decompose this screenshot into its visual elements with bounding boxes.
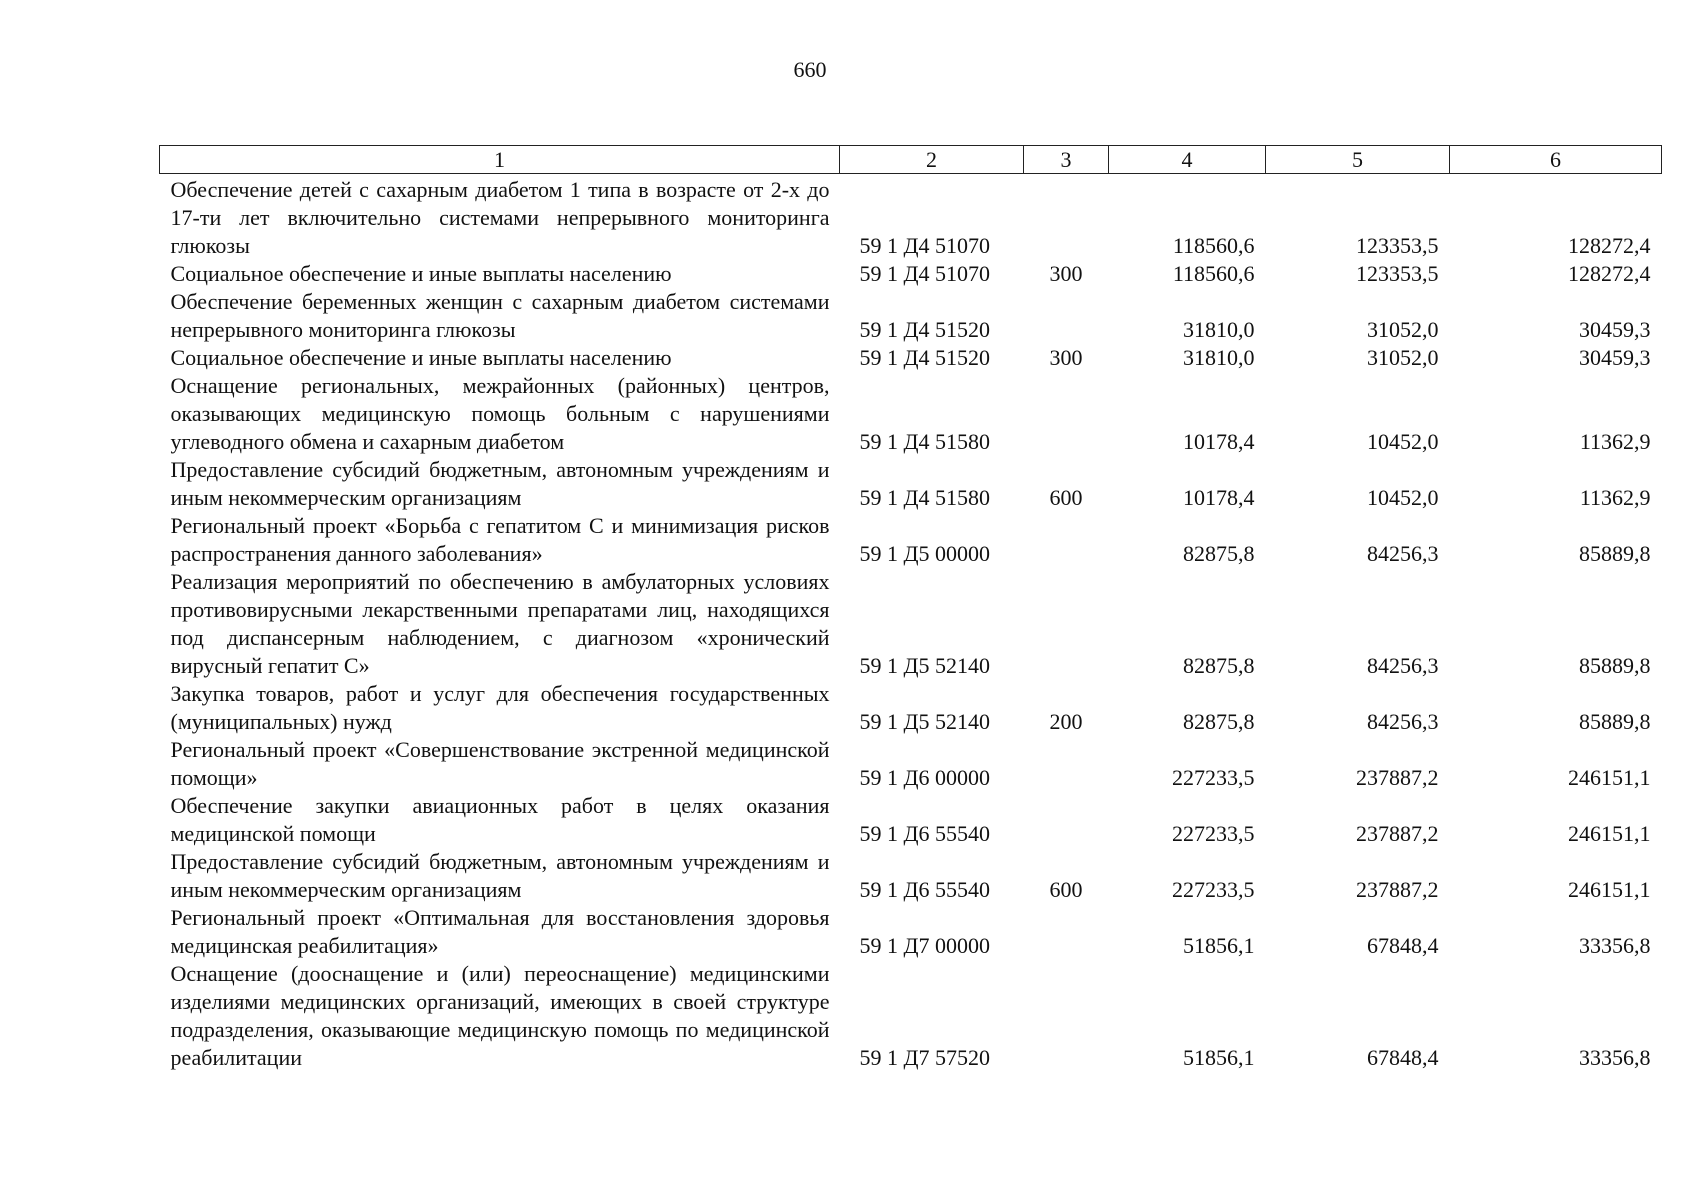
row-value-col4: 118560,6 — [1172, 261, 1255, 286]
table-row — [160, 456, 1662, 512]
row-code: 59 1 Д5 52140 — [859, 709, 991, 734]
row-value-col5: 31052,0 — [1367, 317, 1439, 342]
row-value-col4: 82875,8 — [1183, 653, 1255, 678]
row-name: Реализация мероприятий по обеспечению в амбулаторных условиях противовирусными лекарственными препаратами лиц, находящихся под диспансерным наблюдением, с диагнозом «хронический вирусный гепатит С» — [170, 569, 830, 678]
row-value-col6: 30459,3 — [1579, 317, 1651, 342]
row-code: 59 1 Д5 00000 — [859, 541, 991, 566]
table-row — [160, 680, 1662, 736]
row-expense-type — [1024, 568, 1109, 680]
row-name: Социальное обеспечение и иные выплаты населению — [170, 345, 672, 370]
header-row — [160, 146, 1662, 174]
row-value-col4: 31810,0 — [1183, 345, 1255, 370]
table-row — [160, 512, 1662, 568]
row-value-col6: 246151,1 — [1568, 821, 1651, 846]
row-value-col4: 82875,8 — [1183, 541, 1255, 566]
row-expense-type — [1024, 904, 1109, 960]
row-name: Предоставление субсидий бюджетным, автономным учреждениям и иным некоммерческим организациям — [170, 457, 830, 510]
table-header — [160, 146, 1662, 174]
row-value-col5: 84256,3 — [1367, 709, 1439, 734]
row-code: 59 1 Д4 51070 — [859, 261, 991, 286]
row-value-col4: 82875,8 — [1183, 709, 1255, 734]
column-header-4: 4 — [1109, 146, 1266, 174]
row-value-col5: 123353,5 — [1356, 233, 1439, 258]
row-name: Обеспечение беременных женщин с сахарным диабетом системами непрерывного мониторинга глюкозы — [170, 289, 830, 342]
row-expense-type — [1024, 512, 1109, 568]
row-expense-type — [1024, 372, 1109, 456]
row-code: 59 1 Д4 51580 — [859, 485, 991, 510]
row-value-col6: 85889,8 — [1579, 709, 1651, 734]
table-row — [160, 904, 1662, 960]
row-name: Региональный проект «Оптимальная для восстановления здоровья медицинская реабилитация» — [170, 905, 830, 958]
row-expense-type — [1024, 736, 1109, 792]
row-value-col4: 51856,1 — [1183, 933, 1255, 958]
column-header-3: 3 — [1024, 146, 1109, 174]
table-row — [160, 174, 1662, 261]
row-value-col4: 10178,4 — [1183, 485, 1255, 510]
row-expense-type — [1024, 174, 1109, 261]
table-row — [160, 344, 1662, 372]
page-number: 660 — [793, 57, 827, 82]
row-expense-type: 300 — [1049, 345, 1083, 370]
row-value-col6: 11362,9 — [1579, 485, 1651, 510]
row-name: Социальное обеспечение и иные выплаты населению — [170, 261, 672, 286]
row-value-col4: 227233,5 — [1172, 821, 1255, 846]
row-value-col5: 10452,0 — [1367, 485, 1439, 510]
row-value-col6: 128272,4 — [1568, 261, 1651, 286]
row-code: 59 1 Д6 55540 — [859, 877, 991, 902]
row-value-col5: 67848,4 — [1367, 933, 1439, 958]
row-expense-type: 200 — [1049, 709, 1083, 734]
row-code: 59 1 Д4 51070 — [859, 233, 991, 258]
row-value-col5: 84256,3 — [1367, 653, 1439, 678]
row-value-col6: 246151,1 — [1568, 877, 1651, 902]
row-expense-type — [1024, 288, 1109, 344]
row-name: Оснащение региональных, межрайонных (районных) центров, оказывающих медицинскую помощь больным с нарушениями углеводного обмена и сахарным диабетом — [170, 373, 830, 454]
column-header-1: 1 — [160, 146, 840, 174]
table-row — [160, 260, 1662, 288]
row-value-col5: 237887,2 — [1356, 765, 1439, 790]
column-header-5: 5 — [1266, 146, 1450, 174]
row-code: 59 1 Д7 57520 — [859, 1045, 991, 1070]
table-row — [160, 372, 1662, 456]
row-value-col5: 123353,5 — [1356, 261, 1439, 286]
row-expense-type: 300 — [1049, 261, 1083, 286]
row-expense-type: 600 — [1049, 877, 1083, 902]
column-header-6: 6 — [1450, 146, 1662, 174]
row-value-col6: 30459,3 — [1579, 345, 1651, 370]
table-row — [160, 792, 1662, 848]
row-name: Региональный проект «Борьба с гепатитом С и минимизация рисков распространения данного заболевания» — [170, 513, 830, 566]
row-code: 59 1 Д5 52140 — [859, 653, 991, 678]
table-row — [160, 736, 1662, 792]
row-name: Обеспечение закупки авиационных работ в целях оказания медицинской помощи — [170, 793, 830, 846]
row-value-col4: 227233,5 — [1172, 877, 1255, 902]
row-code: 59 1 Д4 51520 — [859, 345, 991, 370]
row-value-col4: 51856,1 — [1183, 1045, 1255, 1070]
row-name: Обеспечение детей с сахарным диабетом 1 типа в возрасте от 2-х до 17-ти лет включительно системами непрерывного мониторинга глюкозы — [170, 177, 830, 258]
row-value-col6: 33356,8 — [1579, 933, 1651, 958]
row-value-col4: 227233,5 — [1172, 765, 1255, 790]
row-value-col6: 246151,1 — [1568, 765, 1651, 790]
row-expense-type — [1024, 960, 1109, 1072]
table-row — [160, 848, 1662, 904]
table-row — [160, 288, 1662, 344]
table-row — [160, 568, 1662, 680]
row-code: 59 1 Д4 51520 — [859, 317, 991, 342]
row-expense-type: 600 — [1049, 485, 1083, 510]
row-value-col5: 237887,2 — [1356, 821, 1439, 846]
row-code: 59 1 Д4 51580 — [859, 429, 991, 454]
row-code: 59 1 Д6 00000 — [859, 765, 991, 790]
budget-table — [159, 145, 1662, 1072]
table-row — [160, 960, 1662, 1072]
row-name: Закупка товаров, работ и услуг для обеспечения государственных (муниципальных) нужд — [170, 681, 830, 734]
row-value-col5: 31052,0 — [1367, 345, 1439, 370]
row-value-col5: 84256,3 — [1367, 541, 1439, 566]
row-value-col4: 31810,0 — [1183, 317, 1255, 342]
row-value-col6: 11362,9 — [1579, 429, 1651, 454]
row-value-col5: 67848,4 — [1367, 1045, 1439, 1070]
row-code: 59 1 Д6 55540 — [859, 821, 991, 846]
row-value-col6: 128272,4 — [1568, 233, 1651, 258]
row-value-col4: 118560,6 — [1172, 233, 1255, 258]
row-value-col6: 33356,8 — [1579, 1045, 1651, 1070]
row-value-col6: 85889,8 — [1579, 541, 1651, 566]
row-name: Региональный проект «Совершенствование экстренной медицинской помощи» — [170, 737, 830, 790]
row-value-col4: 10178,4 — [1183, 429, 1255, 454]
row-code: 59 1 Д7 00000 — [859, 933, 991, 958]
row-value-col5: 237887,2 — [1356, 877, 1439, 902]
row-name: Оснащение (дооснащение и (или) переоснащение) медицинскими изделиями медицинских организаций, имеющих в своей структуре подразделения, оказывающие медицинскую помощь по медицинской реабилитации — [170, 961, 830, 1070]
row-name: Предоставление субсидий бюджетным, автономным учреждениям и иным некоммерческим организациям — [170, 849, 830, 902]
row-value-col6: 85889,8 — [1579, 653, 1651, 678]
column-header-2: 2 — [840, 146, 1024, 174]
row-value-col5: 10452,0 — [1367, 429, 1439, 454]
table-body — [160, 174, 1662, 1073]
row-expense-type — [1024, 792, 1109, 848]
